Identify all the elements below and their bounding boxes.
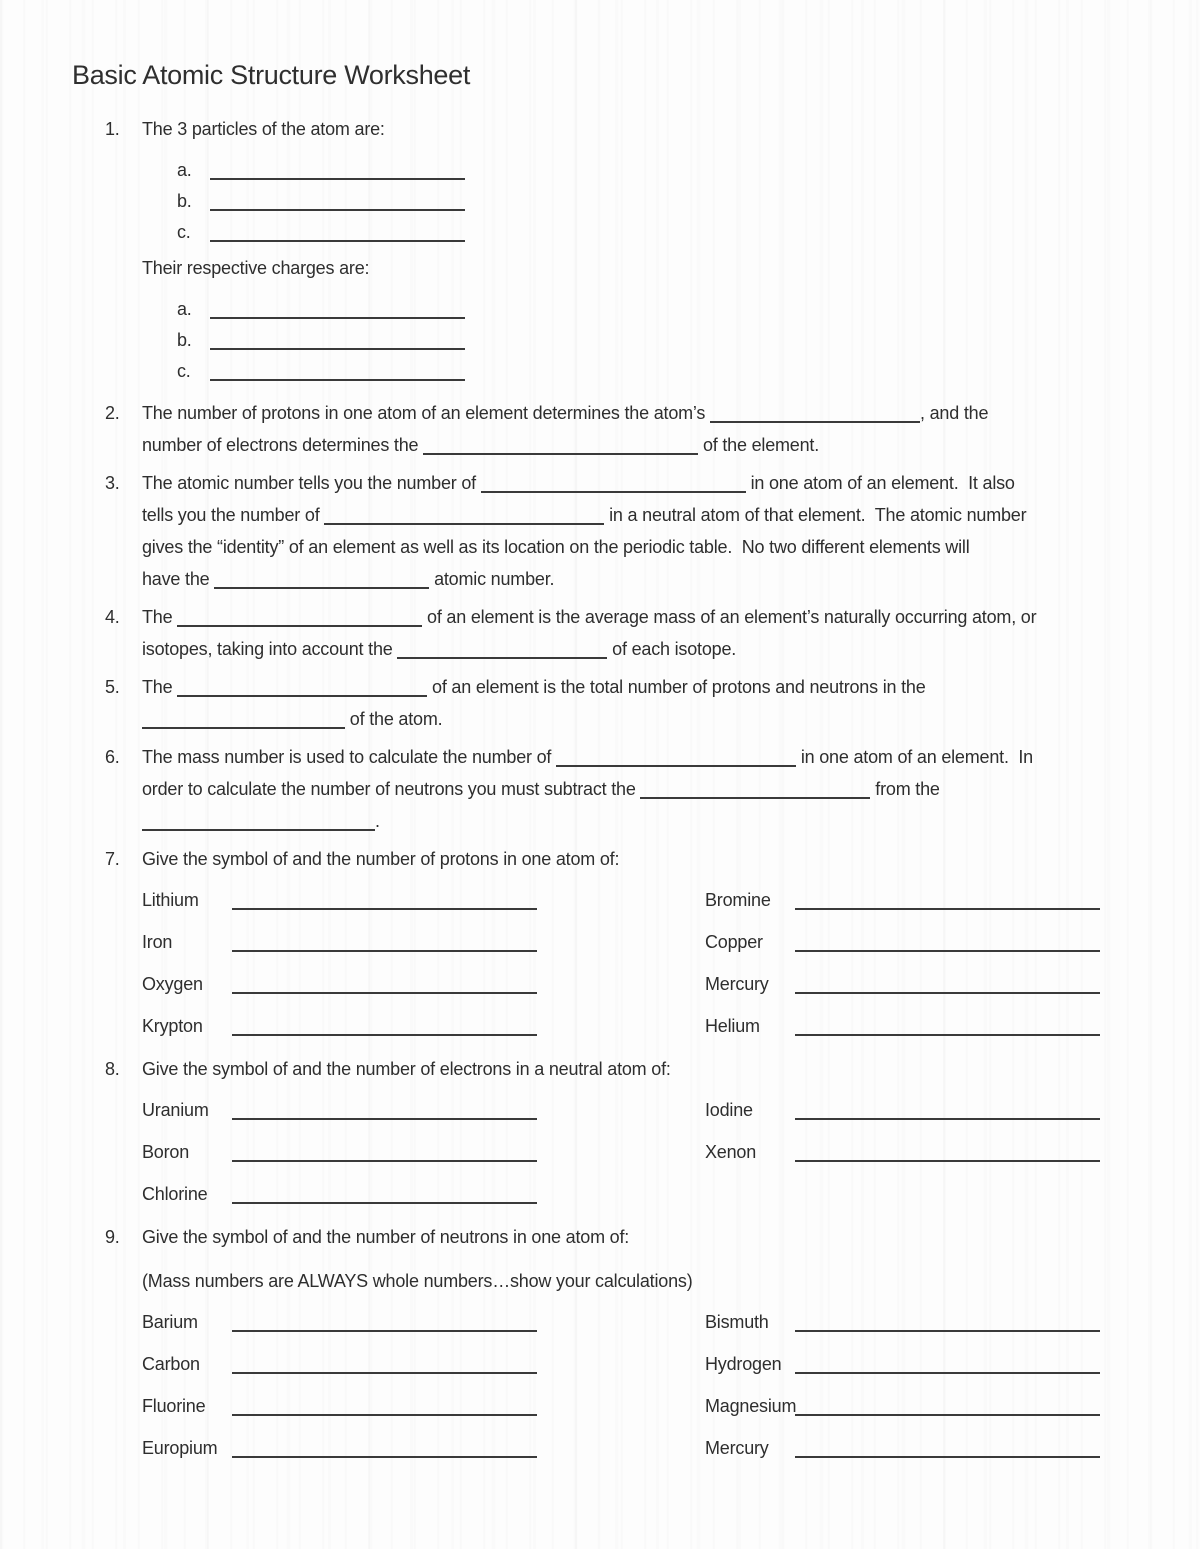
question-3 xyxy=(105,467,1170,595)
question-3-text-6: have the xyxy=(142,569,215,589)
element-row xyxy=(142,1343,1200,1385)
question-5-number: 5. xyxy=(105,677,120,697)
element-label: Mercury xyxy=(705,974,769,994)
question-1-prompt-text: The 3 particles of the atom are: xyxy=(142,119,385,139)
question-7-number: 7. xyxy=(105,849,120,869)
question-3-text-7: atomic number. xyxy=(429,569,555,589)
element-entry xyxy=(142,879,705,921)
question-8 xyxy=(105,1053,1170,1215)
question-9-note-text: (Mass numbers are ALWAYS whole numbers…show your calculations) xyxy=(142,1271,693,1291)
question-9 xyxy=(105,1221,1170,1469)
question-7-prompt xyxy=(142,843,1200,875)
element-entry xyxy=(705,1385,1200,1427)
question-9-prompt xyxy=(142,1221,1200,1253)
element-answer-blank xyxy=(232,1402,537,1416)
question-4-answer-blank-1 xyxy=(177,613,422,627)
question-5 xyxy=(105,671,1170,735)
question-list xyxy=(105,113,1170,1469)
element-entry xyxy=(142,1427,705,1469)
element-entry xyxy=(142,921,705,963)
question-3-text-5: gives the “identity” of an element as well as its location on the periodic table. No two different elements will xyxy=(142,537,970,557)
element-label: Chlorine xyxy=(142,1184,208,1204)
element-entry xyxy=(705,1089,1200,1131)
element-entry xyxy=(705,879,1200,921)
question-3-text-4: in a neutral atom of that element. The atomic number xyxy=(604,505,1027,525)
question-3-answer-blank-2 xyxy=(324,511,604,525)
element-entry xyxy=(705,1427,1200,1469)
charge-answer-blank-a xyxy=(210,305,465,319)
element-label: Oxygen xyxy=(142,974,203,994)
question-7 xyxy=(105,843,1170,1047)
element-answer-blank xyxy=(795,1022,1100,1036)
element-entry xyxy=(142,1343,705,1385)
element-label: Boron xyxy=(142,1142,190,1162)
element-label: Mercury xyxy=(705,1438,769,1458)
question-4-number: 4. xyxy=(105,607,120,627)
element-label: Xenon xyxy=(705,1142,757,1162)
question-6-answer-blank-1 xyxy=(556,753,796,767)
element-entry xyxy=(705,921,1200,963)
element-label: Europium xyxy=(142,1438,218,1458)
question-1-particle-blanks xyxy=(177,155,1170,248)
element-answer-blank xyxy=(795,1360,1100,1374)
question-3-answer-blank-3 xyxy=(214,575,429,589)
element-row xyxy=(142,921,1200,963)
question-6-number: 6. xyxy=(105,747,120,767)
question-3-text-3: tells you the number of xyxy=(142,505,325,525)
question-7-prompt-text: Give the symbol of and the number of protons in one atom of: xyxy=(142,849,620,869)
element-entry xyxy=(705,1131,1200,1173)
question-3-text-2: in one atom of an element. It also xyxy=(745,473,1015,493)
charge-item-c xyxy=(177,356,1170,387)
element-label: Krypton xyxy=(142,1016,203,1036)
element-answer-blank xyxy=(232,1106,537,1120)
question-6-line-2 xyxy=(142,773,1170,805)
element-row xyxy=(142,1301,1200,1343)
element-label: Barium xyxy=(142,1312,198,1332)
question-3-number: 3. xyxy=(105,473,120,493)
question-3-text-1: The atomic number tells you the number of xyxy=(142,473,481,493)
element-entry xyxy=(142,1131,705,1173)
element-answer-blank xyxy=(795,1402,1100,1416)
question-2-text-3: number of electrons determines the xyxy=(142,435,424,455)
element-label: Iron xyxy=(142,932,173,952)
question-3-line-2 xyxy=(142,499,1170,531)
element-answer-blank xyxy=(795,1318,1100,1332)
question-1-charges-prompt-text: Their respective charges are: xyxy=(142,258,370,278)
charge-item-a xyxy=(177,294,1170,325)
question-2-line-2 xyxy=(142,429,1170,461)
question-6-text-2: in one atom of an element. In xyxy=(796,747,1033,767)
element-answer-blank xyxy=(232,1360,537,1374)
charge-item-b-label: b. xyxy=(177,330,192,350)
element-label: Bromine xyxy=(705,890,771,910)
element-answer-blank xyxy=(795,896,1100,910)
particle-answer-blank-a xyxy=(210,166,465,180)
question-8-prompt-text: Give the symbol of and the number of electrons in a neutral atom of: xyxy=(142,1059,671,1079)
charge-item-b xyxy=(177,325,1170,356)
question-3-line-4 xyxy=(142,563,1170,595)
element-answer-blank xyxy=(795,1444,1100,1458)
question-4-text-1: The xyxy=(142,607,178,627)
question-6-line-1 xyxy=(142,741,1170,773)
question-1-prompt xyxy=(142,113,1170,145)
element-answer-blank xyxy=(795,1106,1100,1120)
question-9-prompt-text: Give the symbol of and the number of neutrons in one atom of: xyxy=(142,1227,630,1247)
question-2 xyxy=(105,397,1170,461)
question-4-answer-blank-2 xyxy=(397,645,607,659)
question-2-answer-blank-2 xyxy=(423,441,698,455)
particle-item-a-label: a. xyxy=(177,160,192,180)
question-4-text-2: of an element is the average mass of an element’s naturally occurring atom, or xyxy=(422,607,1037,627)
question-5-line-2 xyxy=(142,703,1170,735)
element-row xyxy=(142,1427,1200,1469)
element-answer-blank xyxy=(232,1190,537,1204)
question-6-answer-blank-2 xyxy=(640,785,870,799)
element-row xyxy=(142,1005,1200,1047)
question-5-text-2: of an element is the total number of protons and neutrons in the xyxy=(427,677,926,697)
element-row xyxy=(142,1385,1200,1427)
question-4 xyxy=(105,601,1170,665)
question-6-text-5: . xyxy=(375,811,380,831)
question-2-answer-blank-1 xyxy=(710,409,920,423)
question-4-text-3: isotopes, taking into account the xyxy=(142,639,398,659)
question-5-answer-blank-2 xyxy=(142,715,345,729)
element-row xyxy=(142,1173,1200,1215)
question-6-line-3 xyxy=(142,805,1170,837)
element-label: Iodine xyxy=(705,1100,753,1120)
element-label: Bismuth xyxy=(705,1312,769,1332)
question-4-line-2 xyxy=(142,633,1170,665)
question-4-line-1 xyxy=(142,601,1170,633)
question-1-charge-blanks xyxy=(177,294,1170,387)
element-answer-blank xyxy=(232,1444,537,1458)
question-1-charges-prompt xyxy=(142,252,1170,284)
particle-item-c xyxy=(177,217,1170,248)
question-3-answer-blank-1 xyxy=(481,479,746,493)
element-label: Hydrogen xyxy=(705,1354,782,1374)
question-8-prompt xyxy=(142,1053,1200,1085)
element-answer-blank xyxy=(795,1148,1100,1162)
question-4-text-4: of each isotope. xyxy=(607,639,737,659)
question-7-element-grid xyxy=(142,879,1200,1047)
element-label: Lithium xyxy=(142,890,199,910)
element-answer-blank xyxy=(232,1148,537,1162)
element-entry xyxy=(142,963,705,1005)
particle-item-c-label: c. xyxy=(177,222,191,242)
question-2-text-2: , and the xyxy=(920,403,989,423)
question-5-answer-blank-1 xyxy=(177,683,427,697)
element-label: Copper xyxy=(705,932,763,952)
element-answer-blank xyxy=(232,896,537,910)
question-8-number: 8. xyxy=(105,1059,120,1079)
charge-item-a-label: a. xyxy=(177,299,192,319)
charge-item-c-label: c. xyxy=(177,361,191,381)
element-answer-blank xyxy=(232,938,537,952)
particle-item-b-label: b. xyxy=(177,191,192,211)
charge-answer-blank-b xyxy=(210,336,465,350)
element-entry xyxy=(142,1301,705,1343)
question-2-number: 2. xyxy=(105,403,120,423)
question-9-note xyxy=(142,1265,1200,1297)
element-entry xyxy=(142,1089,705,1131)
question-6-text-4: from the xyxy=(870,779,940,799)
question-8-element-grid xyxy=(142,1089,1200,1215)
element-entry xyxy=(705,1301,1200,1343)
question-5-line-1 xyxy=(142,671,1170,703)
question-6 xyxy=(105,741,1170,837)
element-entry xyxy=(705,963,1200,1005)
element-answer-blank xyxy=(232,1318,537,1332)
particle-answer-blank-b xyxy=(210,197,465,211)
question-2-text-4: of the element. xyxy=(698,435,820,455)
element-entry xyxy=(705,1005,1200,1047)
particle-item-a xyxy=(177,155,1170,186)
element-answer-blank xyxy=(795,938,1100,952)
element-row xyxy=(142,1089,1200,1131)
element-label: Fluorine xyxy=(142,1396,206,1416)
element-answer-blank xyxy=(232,1022,537,1036)
question-1-number: 1. xyxy=(105,119,120,139)
element-entry xyxy=(142,1173,705,1215)
element-answer-blank xyxy=(795,980,1100,994)
question-5-text-3: of the atom. xyxy=(345,709,443,729)
element-label: Helium xyxy=(705,1016,760,1036)
question-9-number: 9. xyxy=(105,1227,120,1247)
page-title: Basic Atomic Structure Worksheet xyxy=(72,60,471,90)
element-entry xyxy=(142,1385,705,1427)
element-label: Magnesium xyxy=(705,1396,797,1416)
charge-answer-blank-c xyxy=(210,367,465,381)
question-6-text-3: order to calculate the number of neutrons you must subtract the xyxy=(142,779,641,799)
element-entry xyxy=(142,1005,705,1047)
particle-answer-blank-c xyxy=(210,228,465,242)
element-entry xyxy=(705,1343,1200,1385)
question-3-line-3 xyxy=(142,531,1170,563)
element-row xyxy=(142,963,1200,1005)
element-answer-blank xyxy=(232,980,537,994)
particle-item-b xyxy=(177,186,1170,217)
question-5-text-1: The xyxy=(142,677,178,697)
element-label: Carbon xyxy=(142,1354,200,1374)
element-row xyxy=(142,1131,1200,1173)
question-2-text-1: The number of protons in one atom of an element determines the atom’s xyxy=(142,403,710,423)
question-6-text-1: The mass number is used to calculate the number of xyxy=(142,747,557,767)
element-row xyxy=(142,879,1200,921)
question-3-line-1 xyxy=(142,467,1170,499)
element-label: Uranium xyxy=(142,1100,209,1120)
question-6-answer-blank-3 xyxy=(142,817,375,831)
question-9-element-grid xyxy=(142,1301,1200,1469)
question-2-line-1 xyxy=(142,397,1170,429)
question-1 xyxy=(105,113,1170,391)
